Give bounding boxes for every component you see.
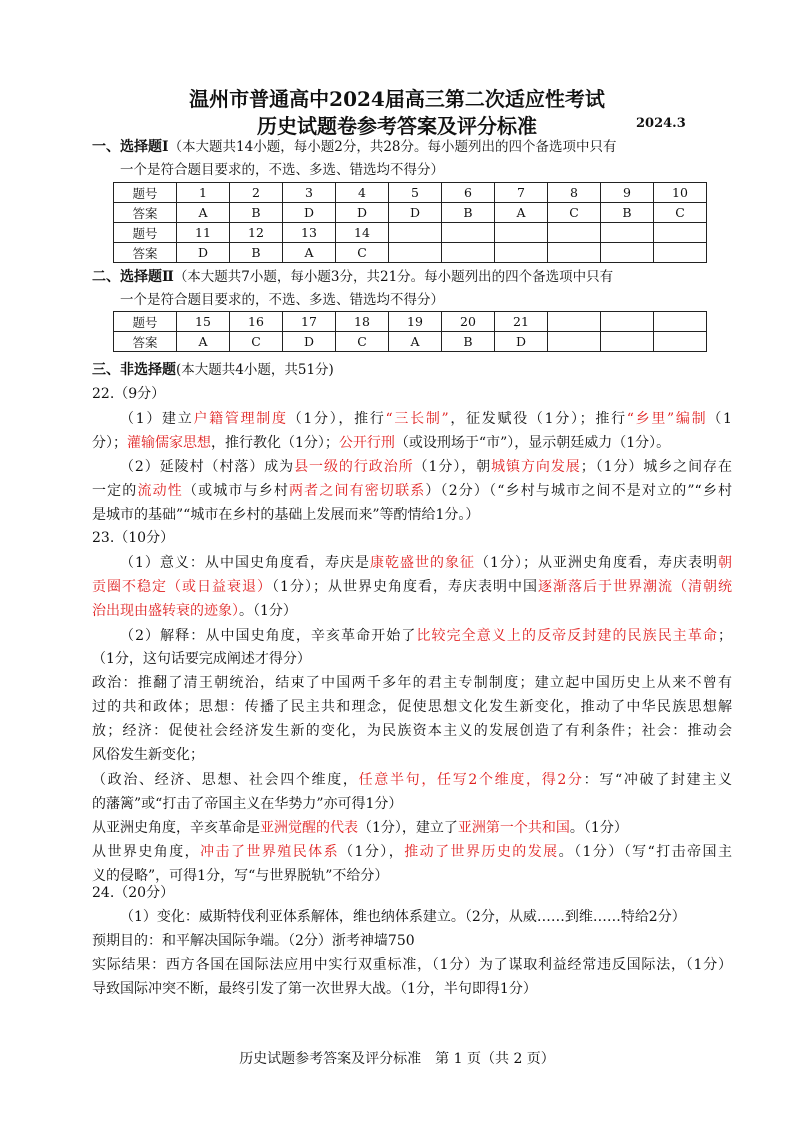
key-point-text: 户籍管理制度 — [193, 411, 288, 427]
section1-heading — [92, 137, 617, 157]
table-cell: D — [389, 203, 442, 223]
text-segment: （1分），建立了 — [358, 820, 458, 836]
text-segment: ，征发赋役（1分）；推行 — [448, 411, 627, 427]
text-segment: 24.（20分） — [92, 885, 175, 901]
table-cell: C — [336, 332, 389, 352]
table-cell: D — [177, 243, 230, 263]
row-label: 题号 — [114, 312, 177, 332]
text-line — [92, 745, 732, 765]
table-cell: 9 — [601, 183, 654, 203]
section1-title: 一、选择题Ⅰ — [92, 139, 169, 155]
key-point-text: 两者之间有密切联系 — [289, 483, 426, 499]
text-line — [92, 384, 732, 404]
row-label: 答案 — [114, 203, 177, 223]
row-label: 题号 — [114, 183, 177, 203]
table-cell — [548, 312, 601, 332]
table-cell: B — [601, 203, 654, 223]
table-cell — [442, 223, 495, 243]
table-cell: 14 — [336, 223, 389, 243]
table-cell — [601, 332, 654, 352]
text-segment: （2）解释：从中国史角度，辛亥革命开始了 — [120, 628, 417, 644]
table-row — [114, 243, 707, 263]
text-line — [92, 818, 732, 838]
key-point-text: 亚洲觉醒的代表 — [260, 820, 358, 836]
text-line — [120, 553, 732, 573]
text-segment: ：写“冲破了封建主义 — [583, 772, 732, 788]
table-row — [114, 332, 707, 352]
text-line — [92, 842, 732, 862]
text-segment: 从世界史角度， — [92, 844, 201, 860]
text-line — [92, 955, 732, 975]
table-cell: B — [230, 243, 283, 263]
table-row — [114, 183, 707, 203]
table-cell — [442, 243, 495, 263]
table-cell: 7 — [495, 183, 548, 203]
text-line — [92, 481, 732, 501]
table-row — [114, 312, 707, 332]
row-label: 题号 — [114, 223, 177, 243]
text-line — [92, 883, 732, 903]
text-line — [92, 649, 732, 669]
table-cell: C — [230, 332, 283, 352]
key-point-text: 任意半句，任写2个维度，得2分 — [358, 772, 584, 788]
text-segment: 实际结果：西方各国在国际法应用中实行双重标准，（1分）为了谋取利益经常违反国际法，（1分） — [92, 957, 732, 973]
text-line — [92, 577, 732, 597]
key-point-text: 冲击了世界殖民体系 — [200, 844, 340, 860]
table-cell: A — [177, 203, 230, 223]
text-segment: 政治：推翻了清王朝统治，结束了中国两千多年的君主专制制度；建立起中国历史上从来不曾有 — [92, 675, 732, 691]
table-cell — [654, 332, 707, 352]
table-cell: 5 — [389, 183, 442, 203]
table-cell — [654, 223, 707, 243]
section3-heading — [92, 360, 334, 380]
table-cell: 6 — [442, 183, 495, 203]
text-segment: 风俗发生新变化； — [92, 747, 204, 763]
text-segment: 22.（9分） — [92, 386, 166, 402]
text-line — [92, 528, 732, 548]
text-line — [120, 409, 732, 429]
text-line — [120, 626, 732, 646]
text-segment: （1）建立 — [120, 411, 194, 427]
text-segment: （1分），朝 — [413, 459, 492, 475]
text-segment: （1）意义：从中国史角度看，寿庆是 — [120, 555, 370, 571]
text-segment: （1分，这句话要完成阐述才得分） — [92, 651, 311, 667]
text-segment: ，推行教化（1分）； — [211, 435, 339, 451]
section1-desc: （本大题共14小题，每小题2分，共28分。每小题列出的四个备选项中只有 — [168, 139, 617, 155]
text-segment: （1分）， — [339, 844, 405, 860]
key-point-text: 灌输儒家思想 — [127, 435, 211, 451]
section1-desc2: 一个是符合题目要求的，不选、多选、错选均不得分） — [120, 162, 444, 178]
table-cell: 17 — [283, 312, 336, 332]
text-segment: 。（1分） — [569, 820, 628, 836]
key-point-text: 治出现由盛转衰的迹象） — [92, 603, 239, 619]
page-footer: 历史试题参考答案及评分标准 第 1 页（共 2 页） — [239, 1051, 555, 1067]
text-segment: 导致国际冲突不断，最终引发了第一次世界大战。（1分，半句即得1分） — [92, 981, 537, 997]
key-point-text: 逐渐落后于世界潮流（清朝统 — [537, 579, 733, 595]
text-line — [92, 979, 732, 999]
table-cell: 20 — [442, 312, 495, 332]
text-segment: （1 — [707, 411, 732, 427]
key-point-text: “乡里”编制 — [626, 411, 708, 427]
table-cell — [654, 312, 707, 332]
text-segment: （2）延陵村（村落）成为 — [120, 459, 295, 475]
section1-answer-table — [113, 182, 707, 263]
key-point-text: 流动性 — [137, 483, 183, 499]
key-point-text: 推动了世界历史的发展 — [404, 844, 559, 860]
table-cell: D — [283, 203, 336, 223]
table-cell: B — [442, 203, 495, 223]
table-cell: 11 — [177, 223, 230, 243]
text-line — [92, 931, 732, 951]
section3-desc: (本大题共4小题，共51分) — [176, 362, 334, 378]
table-cell: A — [389, 332, 442, 352]
document-date: 2024.3 — [636, 116, 686, 131]
table-cell: 8 — [548, 183, 601, 203]
table-cell: C — [654, 203, 707, 223]
text-line — [92, 697, 732, 717]
text-segment: 23.（10分） — [92, 530, 175, 546]
key-point-text: 康乾盛世的象征 — [369, 555, 476, 571]
table-cell — [601, 223, 654, 243]
text-segment: （1分）；从世界史角度看，寿庆表明中国 — [272, 579, 538, 595]
table-cell: D — [283, 332, 336, 352]
table-cell — [548, 223, 601, 243]
text-line — [92, 673, 732, 693]
text-line — [120, 907, 732, 927]
key-point-text: 朝 — [718, 555, 733, 571]
table-cell: D — [495, 332, 548, 352]
text-segment: （或城市与乡村 — [182, 483, 290, 499]
text-segment: （政治、经济、思想、社会四个维度， — [92, 772, 359, 788]
table-cell: A — [495, 203, 548, 223]
table-cell: C — [548, 203, 601, 223]
text-segment: ； — [718, 628, 732, 644]
table-cell: 18 — [336, 312, 389, 332]
text-segment: （1）变化：威斯特伐利亚体系解体，维也纳体系建立。（2分，从威……到维……特给2分） — [120, 909, 686, 925]
text-segment: 的藩篱”或“打击了帝国主义在华势力”亦可得1分） — [92, 796, 403, 812]
key-point-text: “三长制” — [385, 411, 449, 427]
table-cell — [601, 312, 654, 332]
table-cell: 1 — [177, 183, 230, 203]
table-row — [114, 223, 707, 243]
text-line — [92, 794, 732, 814]
text-segment: 预期目的：和平解决国际争端。（2分）浙考神墙750 — [92, 933, 415, 949]
text-segment: 放；经济：促使社会经济发生新的变化，为民族资本主义的发展创造了有利条件；社会：推动会 — [92, 723, 732, 739]
table-cell: 4 — [336, 183, 389, 203]
key-point-text: 比较完全意义上的反帝反封建的民族民主革命 — [416, 628, 718, 644]
text-segment: 分）； — [92, 435, 127, 451]
table-cell: 2 — [230, 183, 283, 203]
table-cell: B — [442, 332, 495, 352]
text-segment: （1分）；从亚洲史角度看，寿庆表明 — [475, 555, 719, 571]
text-segment: 。（1分） — [239, 603, 297, 619]
table-cell: D — [336, 203, 389, 223]
table-cell: 15 — [177, 312, 230, 332]
text-line — [92, 601, 732, 621]
document-subtitle: 历史试题卷参考答案及评分标准 — [257, 114, 537, 138]
key-point-text: 亚洲第一个共和国 — [457, 820, 570, 836]
table-cell: A — [283, 243, 336, 263]
table-cell: A — [177, 332, 230, 352]
table-cell: 3 — [283, 183, 336, 203]
key-point-text: 贡圈不稳定（或日益衰退） — [92, 579, 273, 595]
table-cell — [495, 243, 548, 263]
text-segment: 从亚洲史角度，辛亥革命是 — [92, 820, 260, 836]
text-line — [92, 721, 732, 741]
section2-title: 二、选择题Ⅱ — [92, 269, 174, 285]
table-row — [114, 203, 707, 223]
text-segment: 一定的 — [92, 483, 138, 499]
text-segment: 义的侵略”，可得1分，写“与世界脱轨”不给分） — [92, 868, 389, 884]
table-cell: C — [336, 243, 389, 263]
key-point-text: 县一级的行政治所 — [294, 459, 414, 475]
text-segment: （或设刑场于“市”），显示朝廷威力（1分）。 — [394, 435, 671, 451]
table-cell: 21 — [495, 312, 548, 332]
document-title: 温州市普通高中2024届高三第二次适应性考试 — [189, 87, 605, 111]
table-cell: 13 — [283, 223, 336, 243]
text-segment: （1分），推行 — [287, 411, 386, 427]
row-label: 答案 — [114, 243, 177, 263]
section2-heading — [92, 267, 613, 287]
text-line — [92, 505, 732, 525]
text-line — [92, 770, 732, 790]
text-segment: 。（1分）（写“打击帝国主 — [558, 844, 732, 860]
text-line — [92, 433, 732, 453]
key-point-text: 城镇方向发展 — [491, 459, 581, 475]
table-cell — [389, 243, 442, 263]
table-cell — [495, 223, 548, 243]
text-segment: 过的共和政体；思想：传播了民主共和理念，促使思想文化发生新变化，推动了中华民族思想解 — [92, 699, 732, 715]
table-cell: 10 — [654, 183, 707, 203]
section3-title: 三、非选择题 — [92, 362, 176, 378]
section2-desc: （本大题共7小题，每小题3分，共21分。每小题列出的四个备选项中只有 — [173, 269, 614, 285]
table-cell: 16 — [230, 312, 283, 332]
table-cell — [389, 223, 442, 243]
section2-desc2: 一个是符合题目要求的，不选、多选、错选均不得分） — [120, 292, 444, 308]
text-line — [120, 457, 732, 477]
table-cell: B — [230, 203, 283, 223]
table-cell: 12 — [230, 223, 283, 243]
table-cell — [601, 243, 654, 263]
table-cell — [654, 243, 707, 263]
text-segment: ；（1分）城乡之间存在 — [580, 459, 732, 475]
key-point-text: 公开行刑 — [338, 435, 395, 451]
table-cell: 19 — [389, 312, 442, 332]
text-segment: 是城市的基础”“城市在乡村的基础上发展而来”等酌情给1分。） — [92, 507, 480, 523]
table-cell — [548, 243, 601, 263]
text-segment: ）（2分）（“乡村与城市之间不是对立的”“乡村 — [425, 483, 733, 499]
row-label: 答案 — [114, 332, 177, 352]
section2-answer-table — [113, 311, 707, 352]
table-cell — [548, 332, 601, 352]
